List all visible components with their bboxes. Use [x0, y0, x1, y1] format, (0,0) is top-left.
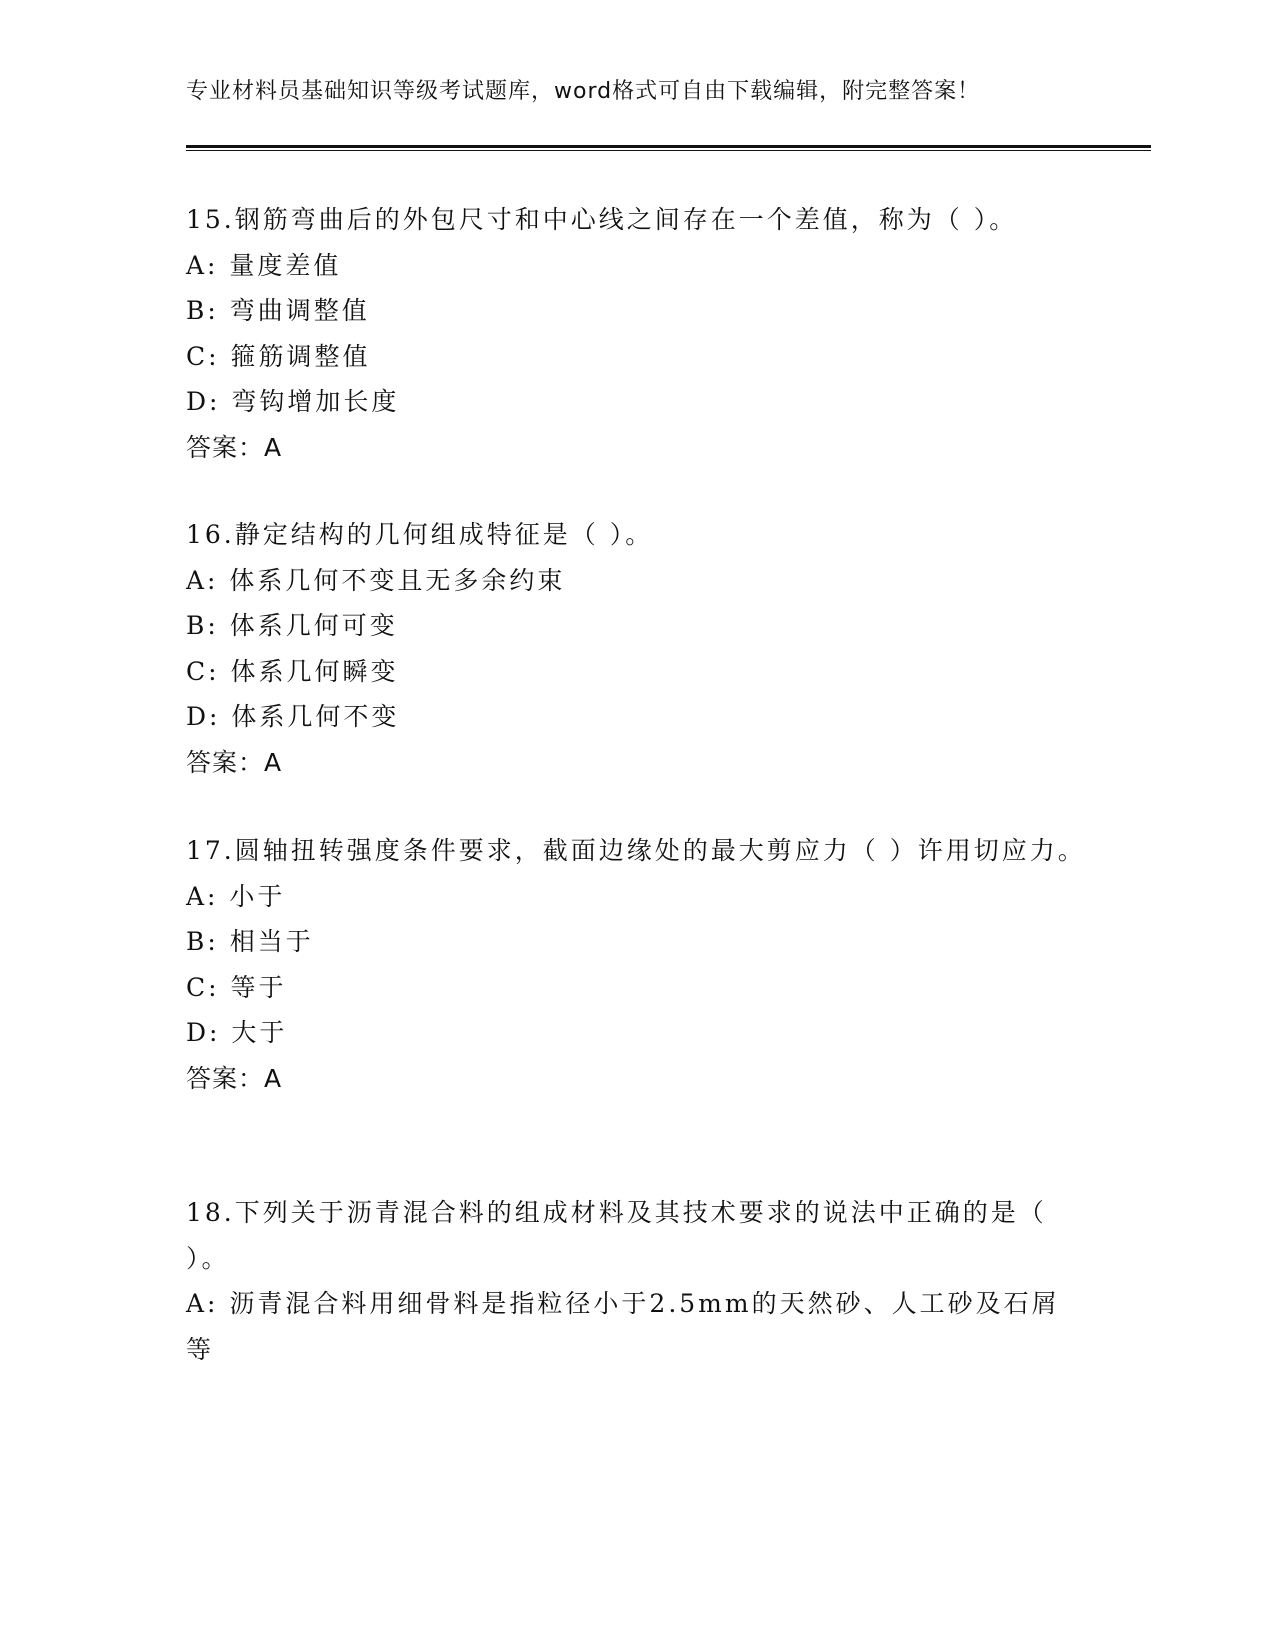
option-c: C: 体系几何瞬变 — [186, 656, 399, 686]
option-b: B: 相当于 — [186, 927, 314, 956]
question-stem: 18.下列关于沥青混合料的组成材料及其技术要求的说法中正确的是（ ）。 — [186, 1198, 1047, 1273]
question-stem: 15.钢筋弯曲后的外包尺寸和中心线之间存在一个差值，称为（ ）。 — [186, 205, 1018, 234]
option-d: D: 体系几何不变 — [186, 702, 400, 731]
question-17 — [186, 828, 1086, 1101]
option-a: A: 小于 — [186, 881, 286, 911]
option-a: A: 量度差值 — [186, 250, 342, 280]
header-divider — [186, 145, 1151, 148]
question-18 — [186, 1190, 1086, 1372]
answer: 答案：A — [186, 432, 283, 462]
option-a: A: 沥青混合料用细骨料是指粒径小于2.5mm的天然砂、人工砂及石屑等 — [186, 1289, 1060, 1364]
question-16 — [186, 512, 1086, 785]
option-b: B: 弯曲调整值 — [186, 296, 370, 325]
question-15 — [186, 197, 1086, 470]
option-d: D: 弯钩增加长度 — [186, 387, 400, 416]
option-c: C: 箍筋调整值 — [186, 341, 371, 371]
question-stem: 17.圆轴扭转强度条件要求，截面边缘处的最大剪应力（ ）许用切应力。 — [186, 836, 1086, 865]
option-a: A: 体系几何不变且无多余约束 — [186, 565, 566, 595]
option-d: D: 大于 — [186, 1018, 288, 1047]
question-stem: 16.静定结构的几何组成特征是（ ）。 — [186, 520, 654, 549]
answer: 答案：A — [186, 1063, 283, 1093]
option-b: B: 体系几何可变 — [186, 611, 398, 640]
header-text: 专业材料员基础知识等级考试题库，word格式可自由下载编辑，附完整答案！ — [186, 79, 981, 104]
header-divider-thin — [186, 150, 1151, 151]
answer: 答案：A — [186, 747, 283, 777]
option-c: C: 等于 — [186, 972, 287, 1002]
